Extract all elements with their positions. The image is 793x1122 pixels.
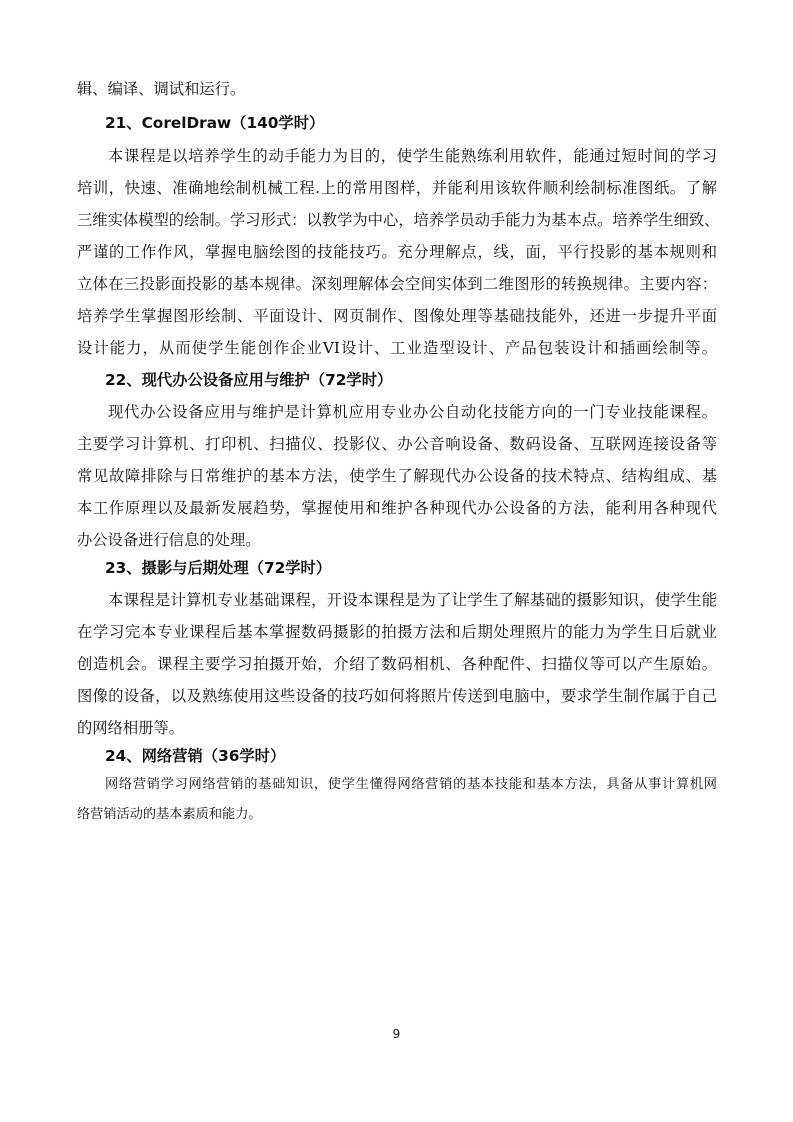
section-21-heading: 21、CorelDraw（140学时） [105,114,325,132]
section-22-heading: 22、现代办公设备应用与维护（72学时） [105,371,393,389]
page-number: 9 [392,1027,401,1041]
section-21-line: 培训，快速、准确地绘制机械工程.上的常用图样，并能利用该软件顺利绘制标准图纸。了解 [77,179,717,197]
section-23-line: 创造机会。课程主要学习拍摄开始，介绍了数码相机、各种配件、扫描仪等可以产生原始。 [77,655,717,673]
section-21-line: 培养学生掌握图形绘制、平面设计、网页制作、图像处理等基础技能外，还进一步提升平面 [77,307,717,325]
section-21-line: 严谨的工作作风，掌握电脑绘图的技能技巧。充分理解点，线，面，平行投影的基本规则和 [77,243,717,261]
section-22-line: 现代办公设备应用与维护是计算机应用专业办公自动化技能方向的一门专业技能课程。 [108,403,717,421]
section-22-line: 主要学习计算机、打印机、扫描仪、投影仪、办公音响设备、数码设备、互联网连接设备等 [77,435,717,453]
carry-over-line: 辑、编译、调试和运行。 [77,80,246,98]
section-21-line: 本课程是以培养学生的动手能力为目的，使学生能熟练利用软件，能通过短时间的学习 [108,147,717,165]
section-24-line: 网络营销学习网络营销的基础知识，使学生懂得网络营销的基本技能和基本方法，具备从事计算机网 [105,777,717,792]
section-23-line: 本课程是计算机专业基础课程，开设本课程是为了让学生了解基础的摄影知识，使学生能 [108,591,717,609]
section-21-line: 立体在三投影面投影的基本规律。深刻理解体会空间实体到二维图形的转换规律。主要内容： [77,275,717,293]
section-24-heading: 24、网络营销（36学时） [105,747,286,765]
section-21-line: 三维实体模型的绘制。学习形式：以教学为中心，培养学员动手能力为基本点。培养学生细致、 [77,211,720,229]
section-23-heading: 23、摄影与后期处理（72学时） [105,559,332,577]
section-22-line: 常见故障排除与日常维护的基本方法，使学生了解现代办公设备的技术特点、结构组成、基 [77,467,717,485]
section-23-line: 图像的设备，以及熟练使用这些设备的技巧如何将照片传送到电脑中，要求学生制作属于自己 [77,687,717,705]
section-21-line: 设计能力，从而使学生能创作企业VI设计、工业造型设计、产品包装设计和插画绘制等。 [77,339,717,357]
section-24-line: 络营销活动的基本素质和能力。 [77,807,262,822]
section-22-line: 办公设备进行信息的处理。 [77,531,261,549]
section-23-line: 在学习完本专业课程后基本掌握数码摄影的拍摄方法和后期处理照片的能力为学生日后就业 [77,623,717,641]
section-22-line: 本工作原理以及最新发展趋势，掌握使用和维护各种现代办公设备的方法，能利用各种现代 [77,499,717,517]
section-23-line: 的网络相册等。 [77,719,185,737]
